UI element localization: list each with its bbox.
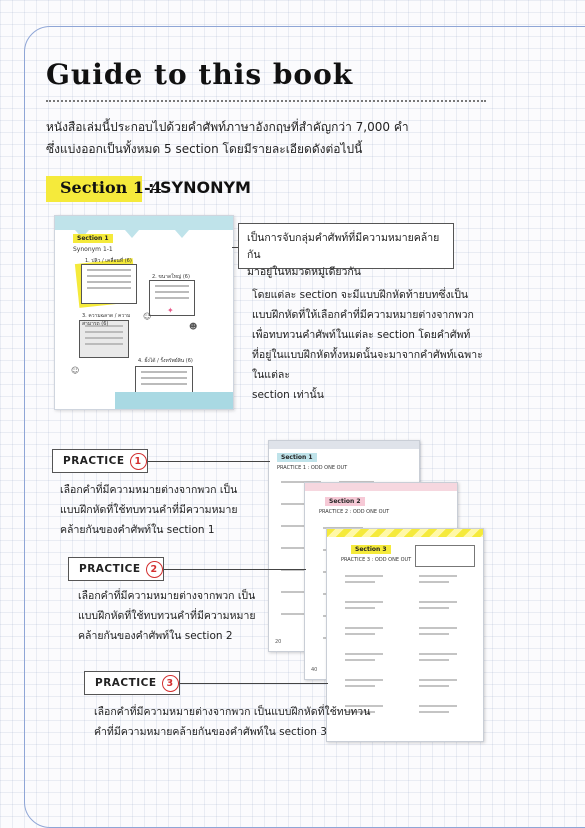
practice-3-description [94,702,370,742]
worksheet-page-number: 20 [275,639,282,645]
desc-line-2: แบบฝึกหัดที่ให้เลือกคำที่มีความหมายต่างจากพวก [252,309,474,321]
practice-1-description [60,480,238,540]
practice-3-number: 3 [162,675,179,692]
sample-top-band [55,216,233,230]
practice-1-label-box [52,449,148,473]
sample-card-3 [79,313,131,358]
sparkle-icon: ✦ [167,306,174,315]
worksheet-tag: Section 2 [325,497,365,506]
intro-text [46,116,486,160]
worksheet-band [305,483,457,491]
practice-2-desc-line: เลือกคำที่มีความหมายต่างจากพวก เป็น [78,590,256,602]
practice-3-desc-line: เลือกคำที่มีความหมายต่างจากพวก เป็นแบบฝึกหัดที่ใช้ทบทวน [94,706,371,718]
dotted-divider [46,100,486,102]
worksheet-band [269,441,419,449]
practice-1-label: PRACTICE [63,455,125,467]
section-description-box [238,223,454,278]
page-title: Guide to this book [46,58,354,91]
practice-2-desc-line: คล้ายกันของคำศัพท์ใน section 2 [78,630,233,642]
practice-2-number: 2 [146,561,163,578]
desc-box-line-1: เป็นการจับกลุ่มคำศัพท์ที่มีความหมายคล้ายกัน [247,232,440,261]
sample-card-2-label: 2. ขนาดใหญ่ (6) [152,274,190,280]
person-icon: ☺ [71,366,80,375]
practice-3-label: PRACTICE [95,677,157,689]
practice-1-number: 1 [130,453,147,470]
worksheet-tag: Section 1 [277,453,317,462]
section-label: Section 1-4 [60,178,162,197]
worksheet-heading: PRACTICE 2 : ODD ONE OUT [319,509,390,515]
intro-line-2: ซึ่งแบ่งออกเป็นทั้งหมด 5 section โดยมีรายละเอียดดังต่อไปนี้ [46,142,363,156]
desc-line-4: ที่อยู่ในแบบฝึกหัดทั้งหมดนั้นจะมาจากคำศัพท์เฉพาะในแต่ละ [252,349,483,381]
desc-box-line-2: มาอยู่ในหมวดหมู่เดียวกัน [247,266,361,278]
worksheet-page-number: 40 [311,667,318,673]
practice-2-desc-line: แบบฝึกหัดที่ใช้ทบทวนคำที่มีความหมาย [78,610,256,622]
practice-2-description [78,586,256,646]
sample-section-tag: Section 1 [73,234,113,243]
worksheet-instruction-box [415,545,475,567]
section-subtitle: : SYNONYM [148,178,251,197]
sample-card-3-label: 3. ความฉลาด / ความสามารถ (6) [82,313,131,327]
practice-1-desc-line: เลือกคำที่มีความหมายต่างจากพวก เป็น [60,484,238,496]
sample-card-1 [81,258,137,304]
practice-3-desc-line: คำที่มีความหมายคล้ายกันของคำศัพท์ใน section 3 [94,726,327,738]
person-icon: ☺ [143,312,152,321]
sample-section-page [54,215,234,410]
sample-section-subtitle: Synonym 1-1 [73,246,113,253]
section-description [252,285,492,405]
desc-line-1: โดยแต่ละ section จะมีแบบฝึกหัดท้ายบทซึ่งเป็น [252,289,469,301]
desc-line-3: เพื่อทบทวนคำศัพท์ในแต่ละ section โดยคำศัพท์ [252,329,471,341]
sample-card-1-label: 1. ปลิว / เคลื่อนที่ (6) [85,258,132,264]
practice-1-desc-line: คล้ายกันของคำศัพท์ใน section 1 [60,524,215,536]
connector-line [164,569,306,570]
sample-teal-blob [115,392,234,410]
practice-2-label-box [68,557,164,581]
worksheet-heading: PRACTICE 1 : ODD ONE OUT [277,465,348,471]
worksheet-tag: Section 3 [351,545,391,554]
person-icon: ☻ [189,322,198,331]
sample-card-4-label: 4. ยั้งได้ / รั้งทรัพย์สิน (6) [138,358,193,364]
practice-1-desc-line: แบบฝึกหัดที่ใช้ทบทวนคำที่มีความหมาย [60,504,238,516]
practice-2-label: PRACTICE [79,563,141,575]
desc-line-5: section เท่านั้น [252,389,324,401]
sample-band-tooth [125,230,139,238]
intro-line-1: หนังสือเล่มนี้ประกอบไปด้วยคำศัพท์ภาษาอังกฤษที่สำคัญกว่า 7,000 คำ [46,120,409,134]
sample-band-tooth [175,230,189,238]
connector-line [180,683,328,684]
practice-3-label-box [84,671,180,695]
connector-line [148,461,270,462]
worksheet-band [327,529,483,537]
worksheet-heading: PRACTICE 3 : ODD ONE OUT [341,557,412,563]
